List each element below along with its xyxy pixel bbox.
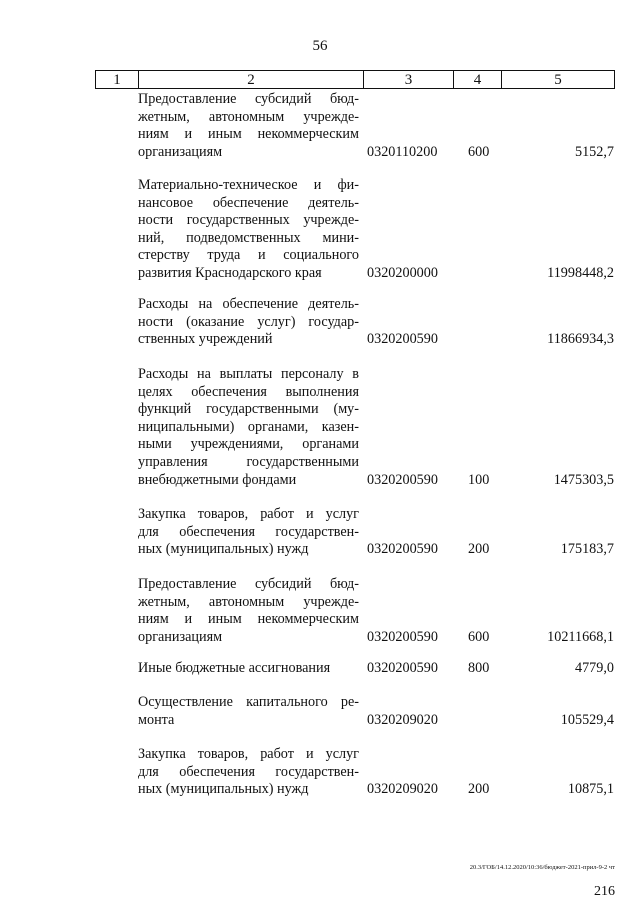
row-code: 0320200590 xyxy=(367,660,438,676)
row-expense-type: 600 xyxy=(468,143,490,160)
row-code: 0320200590 xyxy=(367,541,438,558)
row-amount: 10875,1 xyxy=(567,781,614,798)
row-amount: 105529,4 xyxy=(560,711,614,728)
row-amount: 5152,7 xyxy=(574,143,614,160)
row-amount: 11998448,2 xyxy=(547,265,614,281)
row-code: 0320200000 xyxy=(367,265,438,281)
table-header xyxy=(95,70,615,90)
row-description: Предоставление субсидий бюд- жетным, автономным учрежде- ниям и иным некоммерческим организациям xyxy=(138,91,359,160)
row-code: 0320200590 xyxy=(367,628,438,645)
page-number-bottom: 216 xyxy=(594,884,615,899)
row-description: Расходы на выплаты персоналу в целях обеспечения выполнения функций государственными (му- ниципальными) органами, казен- ными учреждениями, органами управления государственными внебюджетными фондами xyxy=(138,366,359,488)
row-expense-type: 600 xyxy=(468,628,490,645)
row-description: Иные бюджетные ассигнования xyxy=(138,660,331,676)
row-description: Осуществление капитального ре- монта xyxy=(138,694,359,728)
header-col-5: 5 xyxy=(501,70,615,89)
row-code: 0320200590 xyxy=(367,471,438,488)
header-col-1: 1 xyxy=(95,70,138,89)
row-amount: 4779,0 xyxy=(574,660,614,676)
row-amount: 1475303,5 xyxy=(553,471,614,488)
row-amount: 175183,7 xyxy=(560,541,614,558)
footer-note: 20.3/ГОБ/14.12.2020/10:36/бюджет-2021-прил-9-2 чт xyxy=(469,864,615,871)
row-amount: 10211668,1 xyxy=(547,628,614,645)
row-description: Расходы на обеспечение деятель- ности (оказание услуг) государ- ственных учреждений xyxy=(138,296,359,348)
header-col-4: 4 xyxy=(453,70,501,89)
page-number-top: 56 xyxy=(312,38,328,54)
row-code: 0320209020 xyxy=(367,781,438,798)
row-amount: 11866934,3 xyxy=(547,331,614,348)
row-expense-type: 200 xyxy=(468,781,490,798)
row-description: Материально-техническое и фи- нансовое обеспечение деятель- ности государственных учрежде- ний, подведомственных мини- стерству труда и социального развития Краснодарского края xyxy=(138,177,359,281)
row-description: Закупка товаров, работ и услуг для обеспечения государствен- ных (муниципальных) нужд xyxy=(138,506,359,558)
row-expense-type: 100 xyxy=(468,471,490,488)
row-expense-type: 800 xyxy=(468,660,490,676)
row-expense-type: 200 xyxy=(468,541,490,558)
header-col-3: 3 xyxy=(363,70,453,89)
row-code: 0320110200 xyxy=(367,143,438,160)
row-code: 0320209020 xyxy=(367,711,438,728)
row-code: 0320200590 xyxy=(367,331,438,348)
row-description: Предоставление субсидий бюд- жетным, автономным учрежде- ниям и иным некоммерческим организациям xyxy=(138,576,359,645)
header-col-2: 2 xyxy=(138,70,363,89)
row-description: Закупка товаров, работ и услуг для обеспечения государствен- ных (муниципальных) нужд xyxy=(138,746,359,798)
